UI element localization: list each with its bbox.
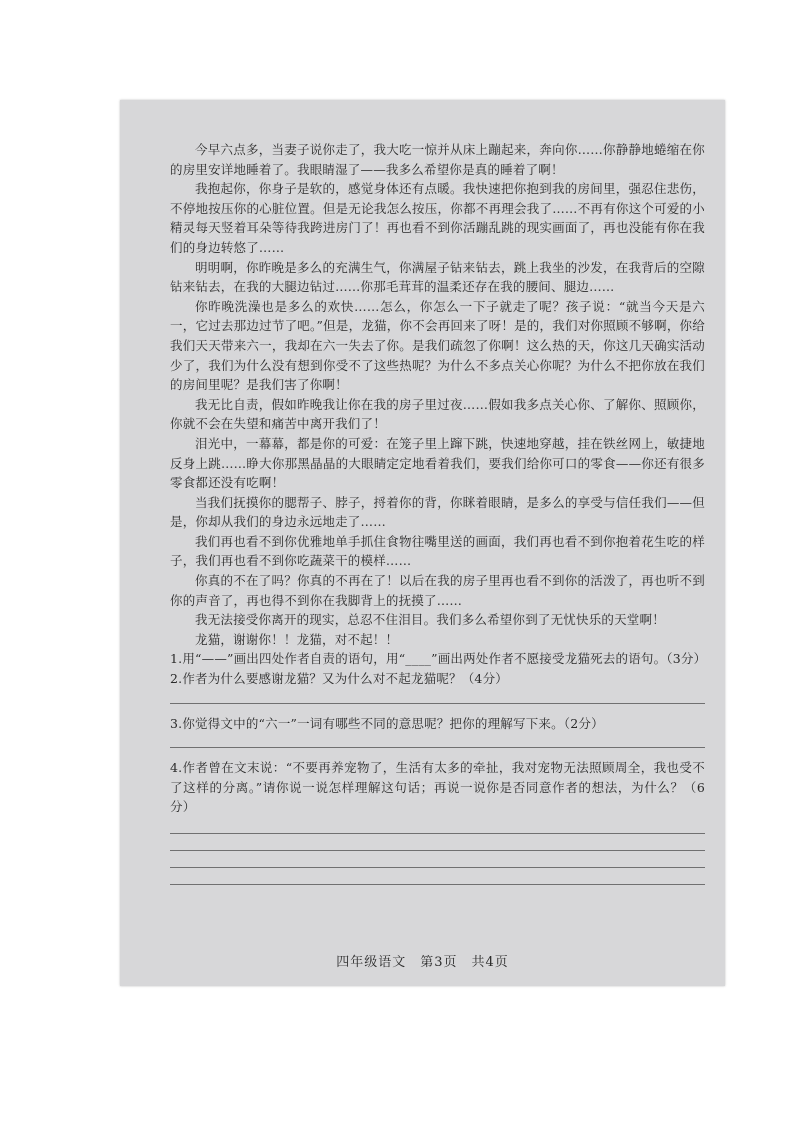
page-footer: 四年级语文 第3页 共4页: [336, 955, 509, 970]
answer-line-q3[interactable]: [170, 747, 705, 748]
paragraph: 我们再也看不到你优雅地单手抓住食物往嘴里送的画面，我们再也看不到你抱着花生吃的样子，我们再也看不到你吃蔬菜干的模样……: [170, 533, 705, 569]
paragraph: 当我们抚摸你的腮帮子、脖子，捋着你的背，你眯着眼睛，是多么的享受与信任我们——但是，你却从我们的身边永远地走了……: [170, 494, 705, 530]
reading-passage: [170, 140, 705, 885]
answer-line-q4[interactable]: [170, 867, 705, 868]
question-2: 2.作者为什么要感谢龙猫？又为什么对不起龙猫呢？（4分）: [170, 671, 508, 687]
question-1: 1.用“——”画出四处作者自责的语句，用“____”画出两处作者不愿接受龙猫死去的语句。（3分）: [170, 651, 707, 667]
paragraph: 我无法接受你离开的现实，总忍不住泪目。我们多么希望你到了无忧快乐的天堂啊！: [195, 612, 665, 628]
question-3: 3.你觉得文中的“六一”一词有哪些不同的意思呢？把你的理解写下来。（2分）: [170, 715, 604, 731]
paragraph: 你真的不在了吗？你真的不再在了！以后在我的房子里再也看不到你的活泼了，再也听不到你的声音了，再也得不到你在我脚背上的抚摸了……: [170, 573, 705, 608]
paragraph: 我无比自责，假如昨晚我让你在我的房子里过夜……假如我多点关心你、了解你、照顾你，你就不会在失望和痛苦中离开我们了！: [170, 396, 705, 432]
exam-page: [120, 100, 725, 986]
answer-line-q4[interactable]: [170, 833, 705, 834]
answer-line-q4[interactable]: [170, 884, 705, 885]
question-4: 4.作者曾在文末说：“不要再养宠物了，生活有太多的牵扯，我对宠物无法照顾周全，我也受不了这样的分离。”请你说一说怎样理解这句话；再说一说你是否同意作者的想法，为什么？（6分）: [170, 760, 705, 815]
paragraph: 你昨晚洗澡也是多么的欢快……怎么，你怎么一下子就走了呢？孩子说：“就当今天是六一，它过去那边过节了吧。”但是，龙猫，你不会再回来了呀！是的，我们对你照顾不够啊，你给我们天天带来六一，我却在六一失去了你。是我们疏忽了你啊！这么热的天，你这几天确实活动少了，我们为什么没有想到你受不了这些热呢？为什么不多点关心你呢？为什么不把你放在我们的房间里呢？是我们害了你啊！: [170, 298, 705, 393]
paragraph: 泪光中，一幕幕，都是你的可爱：在笼子里上蹿下跳，快速地穿越，挂在铁丝网上，敏捷地反身上跳……睁大你那黑晶晶的大眼睛定定地看着我们，要我们给你可口的零食——你还有很多零食都还没有吃啊！: [170, 435, 705, 491]
paragraph: 今早六点多，当妻子说你走了，我大吃一惊并从床上蹦起来，奔向你……你静静地蜷缩在你的房里安详地睡着了。我眼睛湿了——我多么希望你是真的睡着了啊！: [170, 142, 705, 177]
answer-line-q2[interactable]: [170, 703, 705, 704]
paragraph: 明明啊，你昨晚是多么的充满生气，你满屋子钻来钻去，跳上我坐的沙发，在我背后的空隙钻来钻去，在我的大腿边钻过……你那毛茸茸的温柔还存在我的腰间、腿边……: [170, 259, 705, 295]
answer-lines-q4: [170, 833, 705, 885]
paragraph: 我抱起你，你身子是软的，感觉身体还有点暖。我快速把你抱到我的房间里，强忍住悲伤，不停地按压你的心脏位置。但是无论我怎么按压，你都不再理会我了……不再有你这个可爱的小精灵每天竖着耳朵等待我跨进房门了！再也看不到你活蹦乱跳的现实画面了，再也没能有你在我们的身边转悠了……: [170, 181, 705, 255]
answer-line-q4[interactable]: [170, 850, 705, 851]
paragraph: 龙猫，谢谢你！！龙猫，对不起！！: [195, 631, 399, 647]
